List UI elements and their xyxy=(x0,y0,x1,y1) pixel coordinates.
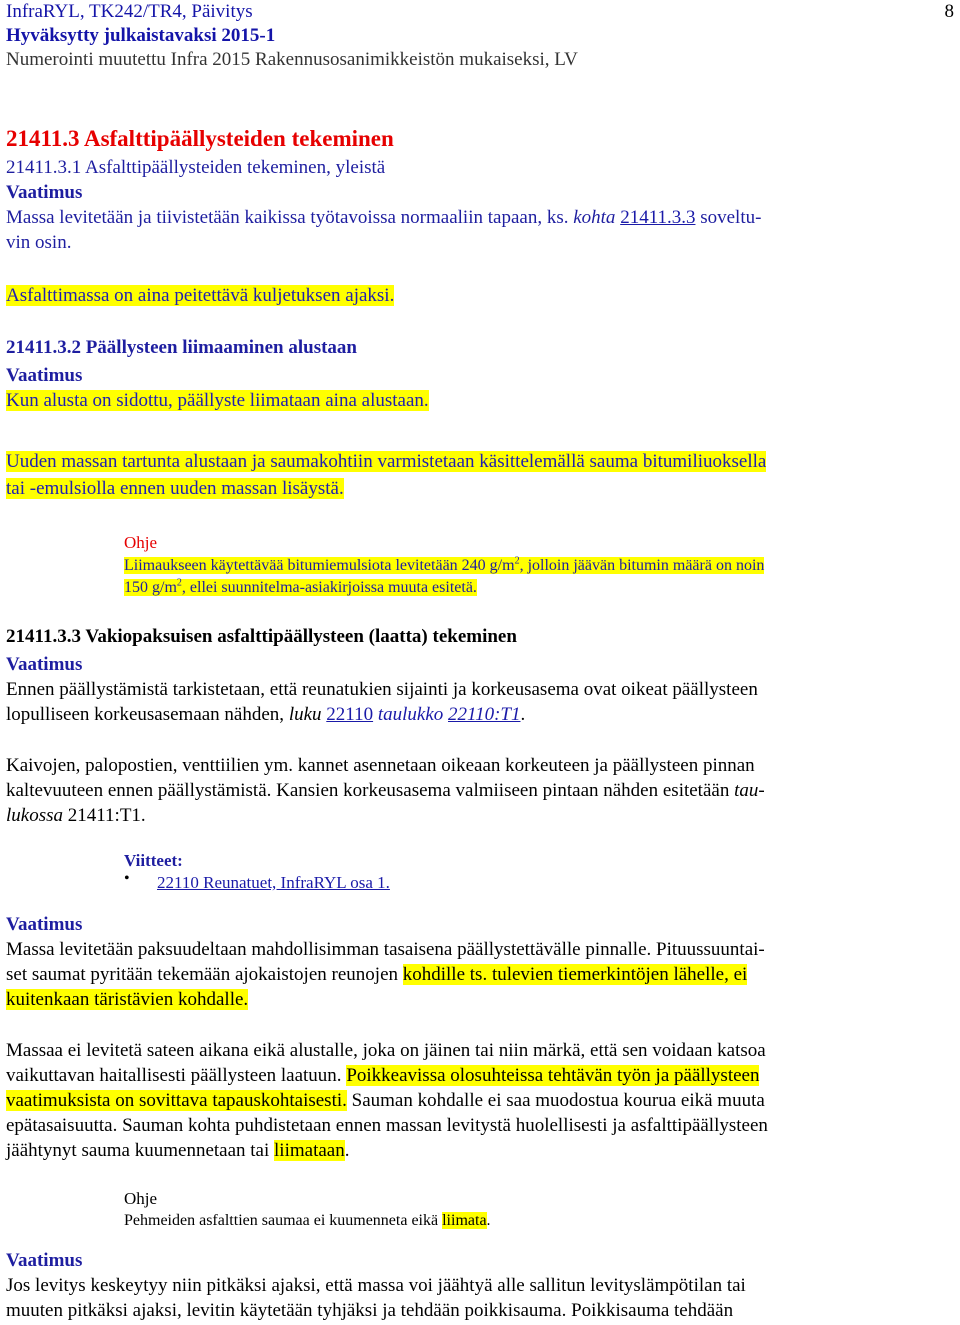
paragraph-3-3-d: Massaa ei levitetä sateen aikana eikä alustalle, joka on jäinen tai niin märkä, että sen voidaan katsoa xyxy=(6,1040,766,1061)
header-line-title: InfraRYL, TK242/TR4, Päivitys xyxy=(6,1,253,22)
subsection-title-3-2: 21411.3.2 Päällysteen liimaaminen alustaan xyxy=(6,337,357,358)
guide-label: Ohje xyxy=(124,1189,158,1208)
paragraph-3-3-c-cont2: kuitenkaan täristävien kohdalle. xyxy=(6,989,249,1010)
paragraph-3-3-c: Massa levitetään paksuudeltaan mahdollisimman tasaisena päällystettävälle pinnalle. Pituussuuntai- xyxy=(6,939,765,960)
requirement-label: Vaatimus xyxy=(6,654,83,675)
paragraph-3-1-a: Massa levitetään ja tiivistetään kaikissa työtavoissa normaaliin tapaan, ks. kohta 21411.3.3 soveltu- xyxy=(6,207,762,228)
paragraph-3-3-d-cont3: epätasaisuutta. Sauman kohta puhdistetaan ennen massan levitystä huolellisesti ja asfalttipäällysteen xyxy=(6,1115,768,1136)
paragraph-3-3-b-cont: kaltevuuteen ennen päällystämistä. Kansien korkeusasema valmiiseen pintaan nähden esitetään tau- xyxy=(6,780,765,801)
bullet-icon: • xyxy=(124,870,130,887)
requirement-label: Vaatimus xyxy=(6,1250,83,1271)
paragraph-3-3-b: Kaivojen, palopostien, venttiilien ym. kannet asennetaan oikeaan korkeuteen ja päällysteen pinnan xyxy=(6,755,755,776)
paragraph-3-3-e: Jos levitys keskeytyy niin pitkäksi ajaksi, että massa voi jäähtyä alle sallitun levityslämpötilan tai xyxy=(6,1275,746,1296)
requirement-label: Vaatimus xyxy=(6,365,83,386)
guide-text-3-2: Liimaukseen käytettävää bitumiemulsiota levitetään 240 $g/m^2$, jolloin jäävän bitumin määrä on noin xyxy=(124,555,765,574)
paragraph-3-2-b: Uuden massan tartunta alustaan ja saumakohtiin varmistetaan käsittelemällä sauma bitumiliuoksella xyxy=(6,451,767,472)
paragraph-3-3-e-cont: muuten pitkäksi ajaksi, levitin käytetään tyhjäksi ja tehdään poikkisauma. Poikkisauma tehdään xyxy=(6,1300,734,1321)
guide-text-3-2-cont: 150 $g/m^2$, ellei suunnitelma-asiakirjoissa muuta esitetä. xyxy=(124,577,477,596)
subsection-title-3-3: 21411.3.3 Vakiopaksuisen asfalttipäällysteen (laatta) tekeminen xyxy=(6,626,517,647)
paragraph-3-2-b-cont: tai -emulsiolla ennen uuden massan lisäystä. xyxy=(6,478,344,499)
paragraph-3-2-a: Kun alusta on sidottu, päällyste liimataan aina alustaan. xyxy=(6,390,429,411)
paragraph-3-1-a-cont: vin osin. xyxy=(6,232,72,253)
paragraph-3-3-b-cont2: lukossa 21411:T1. xyxy=(6,805,146,826)
kohta-ref: kohta xyxy=(573,207,616,228)
page-number: 8 xyxy=(944,1,954,22)
requirement-label: Vaatimus xyxy=(6,182,83,203)
guide-label: Ohje xyxy=(124,533,158,552)
subsection-title-3-1: 21411.3.1 Asfalttipäällysteiden tekeminen, yleistä xyxy=(6,157,386,178)
link-luku-22110[interactable]: 22110 xyxy=(326,704,374,725)
paragraph-3-3-d-cont: vaikuttavan haitallisesti päällysteen laatuun. Poikkeavissa olosuhteissa tehtävän työn ja päällysteen xyxy=(6,1065,760,1086)
section-title: 21411.3 Asfalttipäällysteiden tekeminen xyxy=(6,126,394,151)
header-line-approval: Hyväksytty julkaistavaksi 2015-1 xyxy=(6,25,276,46)
guide-text-3-3: Pehmeiden asfalttien saumaa ei kuumenneta eikä liimata. xyxy=(124,1212,491,1229)
paragraph-3-3-d-cont4: jäähtynyt sauma kuumennetaan tai liimataan. xyxy=(6,1140,350,1161)
link-21411-3-3[interactable]: 21411.3.3 xyxy=(620,207,696,228)
references-label: Viitteet: xyxy=(124,851,183,870)
header-line-numbering: Numerointi muutettu Infra 2015 Rakennusosanimikkeistön mukaiseksi, LV xyxy=(6,49,578,70)
paragraph-3-3-d-cont2: vaatimuksista on sovittava tapauskohtaisesti. Sauman kohdalle ei saa muodostua kourua eikä muuta xyxy=(6,1090,765,1111)
link-taulukko-22110-t1[interactable]: 22110:T1 xyxy=(448,704,521,725)
paragraph-3-3-a: Ennen päällystämistä tarkistetaan, että reunatukien sijainti ja korkeusasema ovat oikeat päällysteen xyxy=(6,679,758,700)
requirement-label: Vaatimus xyxy=(6,914,83,935)
paragraph-3-3-a-cont: lopulliseen korkeusasemaan nähden, luku 22110 taulukko 22110:T1. xyxy=(6,704,526,725)
link-22110-reunatuet[interactable]: 22110 Reunatuet, InfraRYL osa 1. xyxy=(157,873,390,892)
paragraph-3-3-c-cont: set saumat pyritään tekemään ajokaistojen reunojen kohdille ts. tulevien tiemerkintöjen lähelle, ei xyxy=(6,964,748,985)
reference-item xyxy=(157,872,897,893)
paragraph-3-1-b: Asfalttimassa on aina peitettävä kuljetuksen ajaksi. xyxy=(6,285,395,306)
